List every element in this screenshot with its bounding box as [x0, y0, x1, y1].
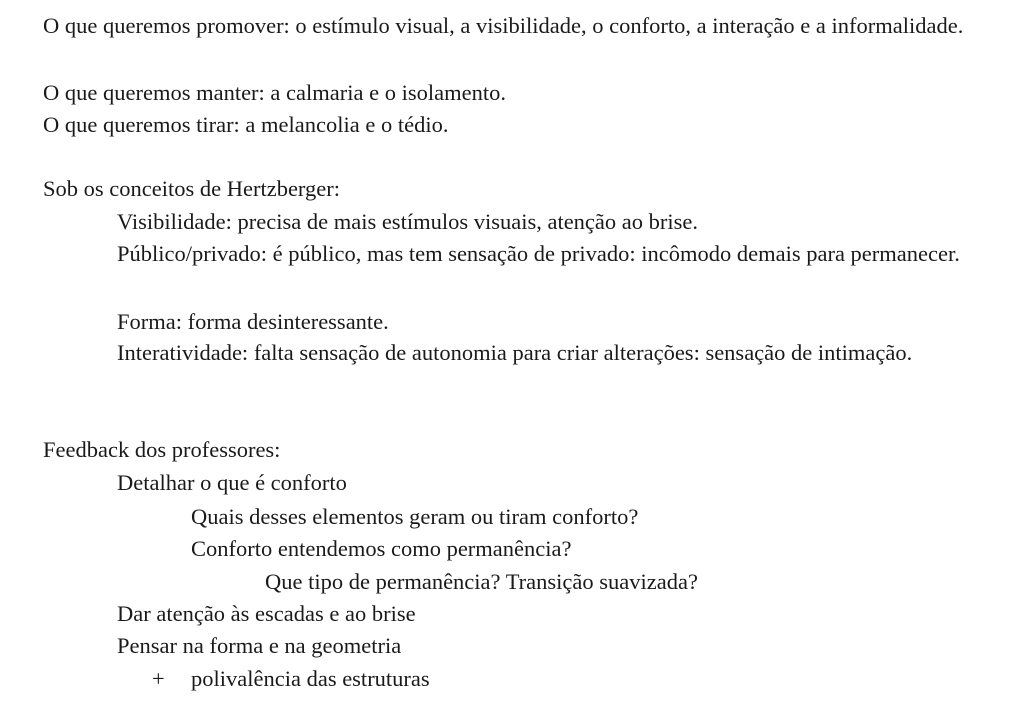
paragraph-manter: O que queremos manter: a calmaria e o isolamento. [43, 80, 506, 105]
feedback-heading: Feedback dos professores: [43, 437, 281, 462]
hertzberger-publico-privado: Público/privado: é público, mas tem sensação de privado: incômodo demais para permanecer. [117, 241, 960, 266]
plus-bullet-icon: + [152, 666, 165, 691]
feedback-tipo: Que tipo de permanência? Transição suavizada? [265, 569, 698, 594]
feedback-quais: Quais desses elementos geram ou tiram conforto? [191, 504, 639, 529]
feedback-polivalencia: polivalência das estruturas [191, 666, 430, 691]
hertzberger-interatividade: Interatividade: falta sensação de autonomia para criar alterações: sensação de intimação. [117, 340, 913, 365]
feedback-conforto: Conforto entendemos como permanência? [191, 536, 572, 561]
feedback-detalhar: Detalhar o que é conforto [117, 470, 347, 495]
feedback-escadas: Dar atenção às escadas e ao brise [117, 601, 416, 626]
paragraph-tirar: O que queremos tirar: a melancolia e o tédio. [43, 112, 449, 137]
hertzberger-heading: Sob os conceitos de Hertzberger: [43, 176, 340, 201]
hertzberger-visibilidade: Visibilidade: precisa de mais estímulos visuais, atenção ao brise. [117, 209, 699, 234]
feedback-forma-geometria: Pensar na forma e na geometria [117, 633, 402, 658]
hertzberger-forma: Forma: forma desinteressante. [117, 309, 389, 334]
paragraph-promover: O que queremos promover: o estímulo visual, a visibilidade, o conforto, a interação e a informalidade. [43, 13, 964, 38]
